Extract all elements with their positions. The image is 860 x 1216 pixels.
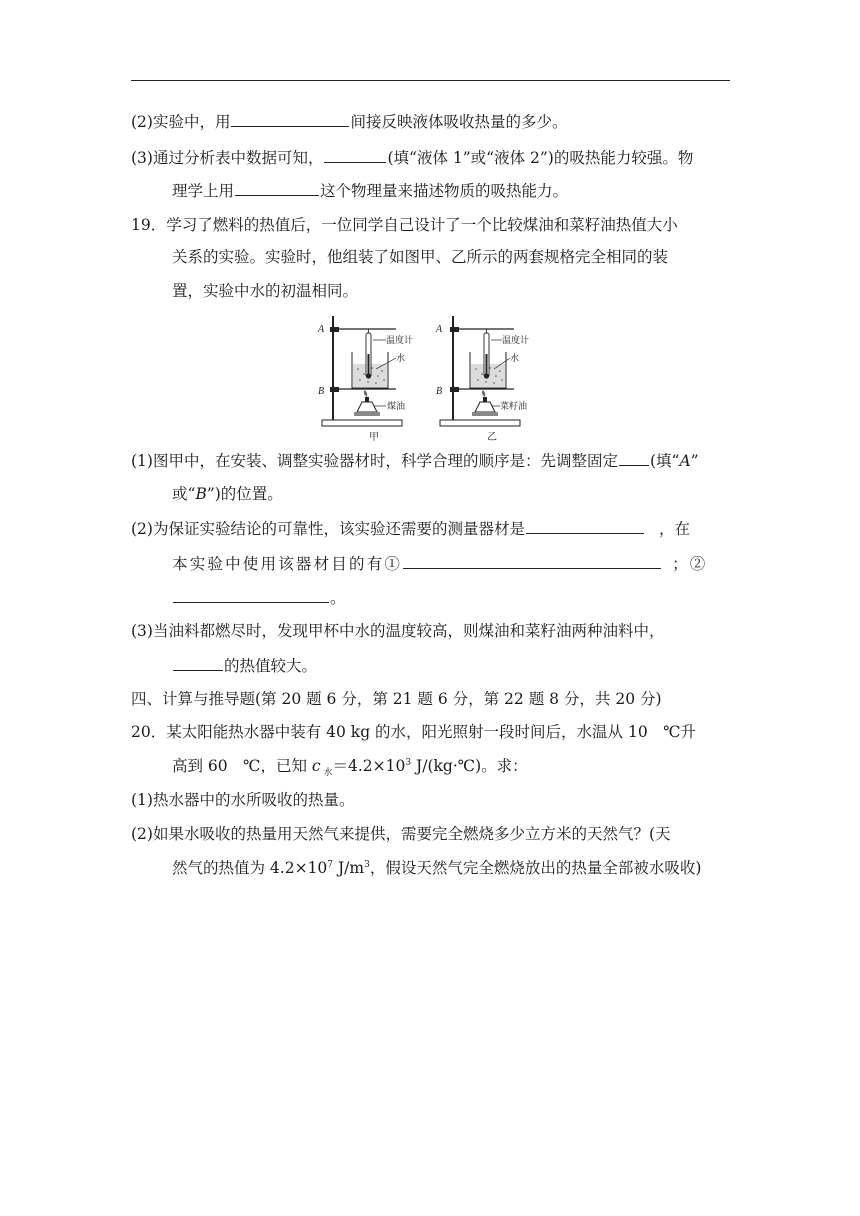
q18-part3-cont-text: 理学上用 [172,182,235,200]
q20-part2-exp-1: 7 [327,859,334,870]
left-fuel-label: 煤油 [387,402,406,412]
q18-part3-cont-end: 这个物理量来描述物质的吸热能力。 [320,182,569,200]
left-caption: 甲 [369,432,379,443]
q19-part1-text-c: ” [690,452,699,470]
q19-part1-option-a: A [679,452,691,470]
right-caption: 乙 [487,432,497,443]
q19-part2-cont2 [172,587,346,608]
q19-stem-line-3: 置，实验中水的初温相同。 [172,282,359,300]
left-ring-b-label: B [318,386,325,397]
q18-part3-blank-2[interactable] [235,180,319,196]
apparatus-figure [316,316,552,444]
q20-part2-text-end: ，假设天然气完全燃烧放出的热量全部被水吸收) [369,859,702,877]
q19-part3: (3)当油料都燃尽时，发现甲杯中水的温度较高，则煤油和菜籽油两种油料中， [131,622,665,640]
q18-part3 [131,147,693,168]
right-ring-b-label: B [436,386,443,397]
q19-part1-cont-text: 或“ [172,485,196,503]
left-water-label: 水 [396,354,406,364]
q18-part3-cont [172,180,568,201]
q19-part1-cont [172,484,283,504]
left-thermometer-label: 温度计 [386,336,414,346]
q19-part1-cont-end: ”)的位置。 [206,485,283,503]
apparatus-diagram [316,316,552,444]
q20-part2: (2)如果水吸收的热量用天然气来提供，需要完全燃烧多少立方米的天然气？(天 [131,825,671,843]
q20-symbol-c: c [311,757,321,775]
q19-part1 [131,450,699,471]
q20-part2-cont [172,858,701,878]
q19-part1-option-b: B [195,485,207,503]
q20-part1: (1)热水器中的水所吸收的热量。 [131,791,355,809]
q20-stem-line-2 [172,756,528,779]
q19-stem-line-2: 关系的实验。实验时，他组装了如图甲、乙所示的两套规格完全相同的装 [172,248,669,266]
right-thermometer-label: 温度计 [502,336,530,346]
left-ring-a-label: A [318,324,325,335]
q19-part2-cont-end: ；② [672,555,708,573]
q18-part3-text-end: (填“液体 1”或“液体 2”)的吸热能力较强。物 [387,149,694,167]
q18-part3-blank[interactable] [324,147,386,163]
q19-part2-text: (2)为保证实验结论的可靠性，该实验还需要的测量器材是 [131,520,525,538]
right-ring-a-label: A [436,324,443,335]
q20-value-exp: 3 [405,757,412,768]
q18-part2-text-end: 间接反映液体吸收热量的多少。 [350,113,568,131]
q20-unit: J/(kg·℃)。求： [411,757,528,775]
right-fuel-label: 菜籽油 [500,402,528,412]
q20-part2-unit: J/m [333,859,365,877]
q20-stem-line-1: 20．某太阳能热水器中装有 40 kg 的水，阳光照射一段时间后，水温从 10 ℃升 [131,723,697,741]
q18-part2-blank[interactable] [231,111,349,127]
q20-stem-text: 高到 60 ℃，已知 [172,757,312,775]
q19-part2-blank-2[interactable] [173,587,329,603]
q20-part2-exp-2: 3 [364,859,370,870]
q19-part2-text-end: ，在 [658,520,690,538]
q19-part2-cont2-end: 。 [330,589,346,607]
right-water-label: 水 [510,354,520,364]
q19-part2-cont-text: 本实验中使用该器材目的有① [172,555,403,573]
q19-part2-blank-1[interactable] [403,553,661,569]
q18-part2-text: (2)实验中，用 [131,113,231,131]
q19-part3-blank[interactable] [173,655,223,671]
header-rule [131,80,730,81]
q19-part3-cont-text: 的热值较大。 [224,657,318,675]
q18-part2 [131,111,567,132]
q19-stem-line-1: 19．学习了燃料的热值后，一位同学自己设计了一个比较煤油和菜籽油热值大小 [131,216,678,234]
q19-part3-cont [172,655,317,676]
q19-part2 [131,518,690,539]
q20-part2-text: 然气的热值为 4.2×10 [172,859,328,877]
q19-part1-text-b: (填“ [649,452,680,470]
q18-part3-text: (3)通过分析表中数据可知， [131,149,324,167]
q20-symbol-sub: 水 [320,768,333,779]
q20-value: ＝4.2×10 [332,757,406,775]
section-4-heading: 四、计算与推导题(第 20 题 6 分，第 21 题 6 分，第 22 题 8 分，共 20 分) [131,690,662,708]
q19-part1-blank[interactable] [619,450,649,466]
q19-part1-text: (1)图甲中，在安装、调整实验器材时，科学合理的顺序是：先调整固定 [131,452,618,470]
q19-part2-cont [172,553,708,574]
q19-part2-blank[interactable] [526,518,644,534]
